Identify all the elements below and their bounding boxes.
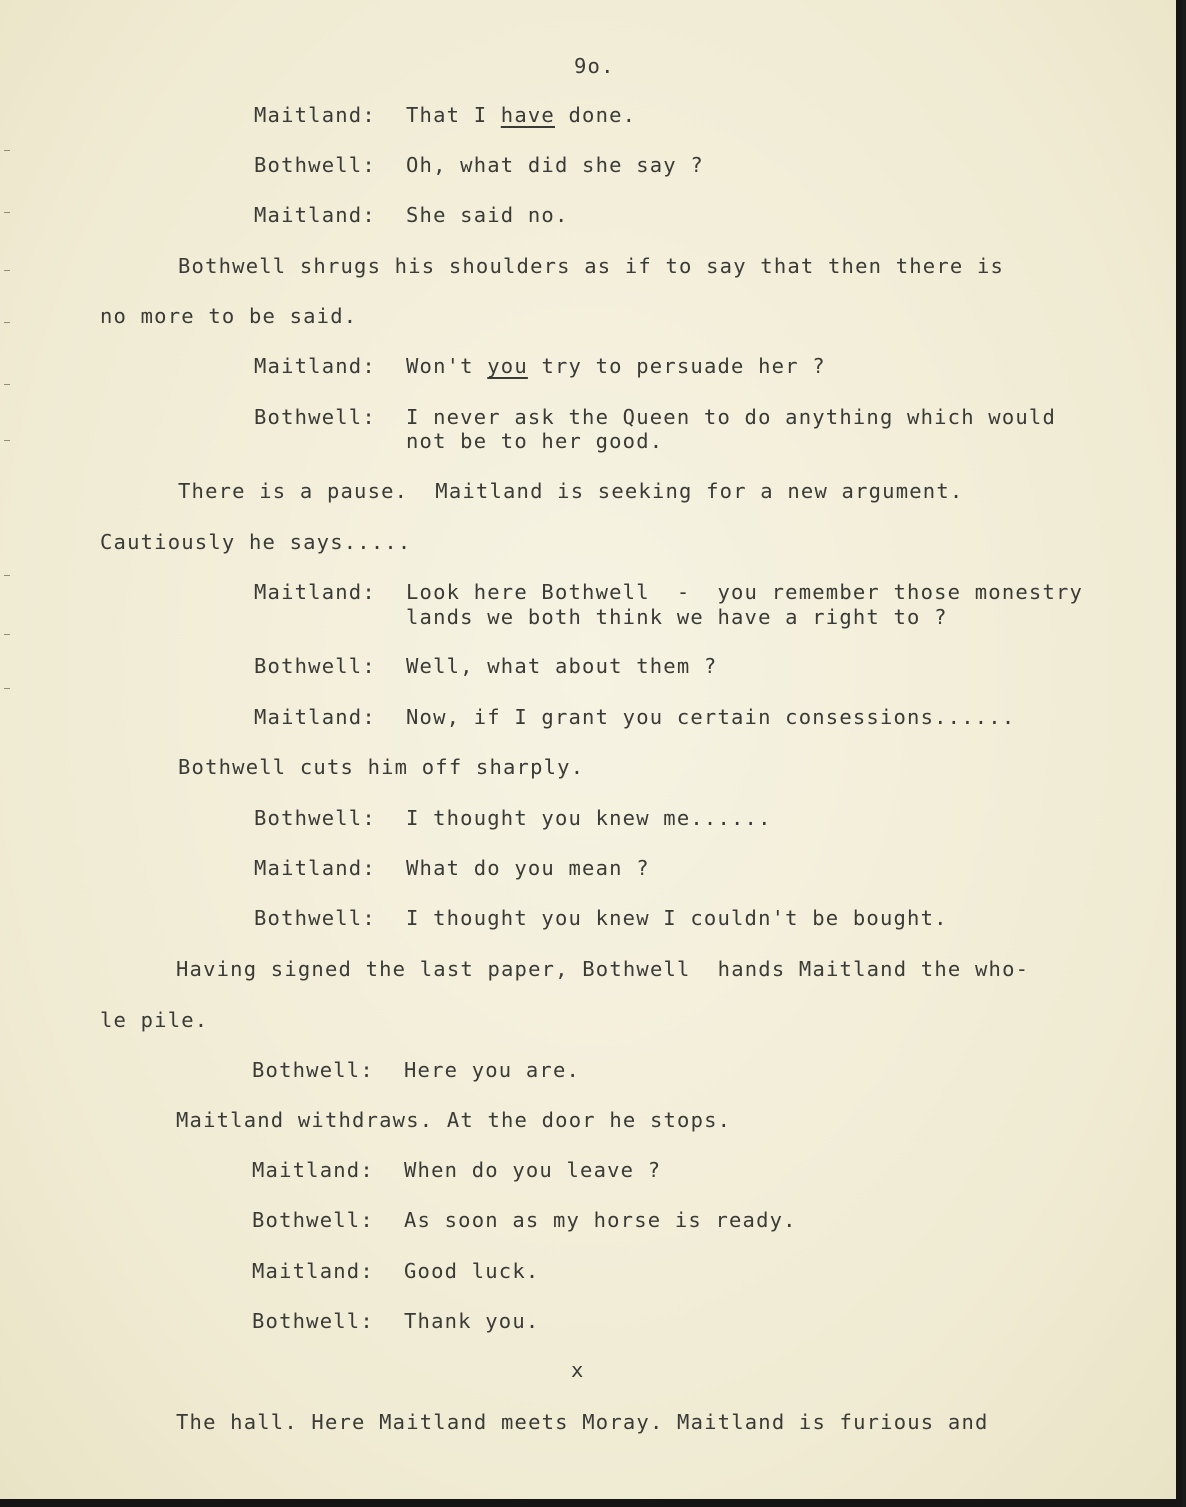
speaker-name: Bothwell: [254,153,376,177]
margin-mark [4,384,10,385]
dialogue-line [254,654,717,678]
margin-mark [4,212,10,213]
stage-direction: Bothwell cuts him off sharply. [178,755,585,779]
speaker-name: Bothwell: [254,654,376,678]
speaker-name: Maitland: [252,1158,374,1182]
margin-mark [4,150,10,151]
underlined-word: you [487,354,528,378]
scene-separator: x [571,1358,585,1382]
dialogue-line [254,405,1056,429]
speaker-name: Bothwell: [252,1058,374,1082]
speech-text: She said no. [406,203,569,227]
stage-direction: The hall. Here Maitland meets Moray. Maitland is furious and [176,1410,989,1434]
speech-text: I thought you knew I couldn't be bought. [406,906,948,930]
margin-mark [4,688,10,689]
stage-direction: Bothwell shrugs his shoulders as if to say that then there is [178,254,1005,278]
speaker-name: Bothwell: [252,1309,374,1333]
speech-text: Well, what about them ? [406,654,718,678]
speech-text: I never ask the Queen to do anything which would [406,405,1057,429]
speech-text: What do you mean ? [406,856,650,880]
dialogue-line [254,856,650,880]
dialogue-line [254,203,569,227]
speech-text: try to persuade her ? [527,354,826,378]
dialogue-line [254,806,772,830]
dialogue-line [252,1158,661,1182]
dialogue-line [254,354,826,378]
margin-mark [4,440,10,441]
speaker-name: Bothwell: [254,405,376,429]
speaker-name: Bothwell: [254,906,376,930]
speech-text: Oh, what did she say ? [406,153,704,177]
speaker-name: Maitland: [254,580,376,604]
speaker-name: Bothwell: [254,806,376,830]
speech-text: Look here Bothwell - you remember those monestry [406,580,1084,604]
speech-continuation: lands we both think we have a right to ? [406,605,948,629]
margin-mark [4,575,10,576]
margin-mark [4,322,10,323]
underlined-word: have [500,103,555,127]
stage-direction: Having signed the last paper, Bothwell hands Maitland the who- [176,957,1030,981]
speaker-name: Bothwell: [252,1208,374,1232]
dialogue-line [252,1259,539,1283]
speaker-name: Maitland: [254,856,376,880]
margin-mark [4,634,10,635]
dialogue-line [252,1208,797,1232]
speaker-name: Maitland: [254,103,376,127]
speaker-name: Maitland: [254,203,376,227]
dialogue-line [254,705,1015,729]
speech-text: Now, if I grant you certain consessions...... [406,705,1016,729]
speech-text: As soon as my horse is ready. [404,1208,797,1232]
dialogue-line [254,580,1083,604]
page-number: 9o. [574,54,615,78]
dialogue-line [254,153,704,177]
dialogue-line [252,1058,580,1082]
margin-mark [4,270,10,271]
speech-text: Won't [406,354,488,378]
dialogue-line [252,1309,539,1333]
speech-text: Good luck. [404,1259,540,1283]
stage-direction: There is a pause. Maitland is seeking for a new argument. [178,479,964,503]
speech-text: done. [554,103,637,127]
speech-text: Here you are. [404,1058,581,1082]
speaker-name: Maitland: [254,354,376,378]
stage-direction: Cautiously he says..... [100,530,412,554]
stage-direction: Maitland withdraws. At the door he stops. [176,1108,732,1132]
speech-continuation: not be to her good. [406,429,664,453]
speaker-name: Maitland: [252,1259,374,1283]
speech-text: That I [406,103,501,127]
speech-text: Thank you. [404,1309,540,1333]
speech-text: I thought you knew me...... [406,806,772,830]
stage-direction: no more to be said. [100,304,358,328]
speech-text: When do you leave ? [404,1158,662,1182]
dialogue-line [254,906,948,930]
speaker-name: Maitland: [254,705,376,729]
dialogue-line [254,103,636,127]
stage-direction: le pile. [100,1008,209,1032]
